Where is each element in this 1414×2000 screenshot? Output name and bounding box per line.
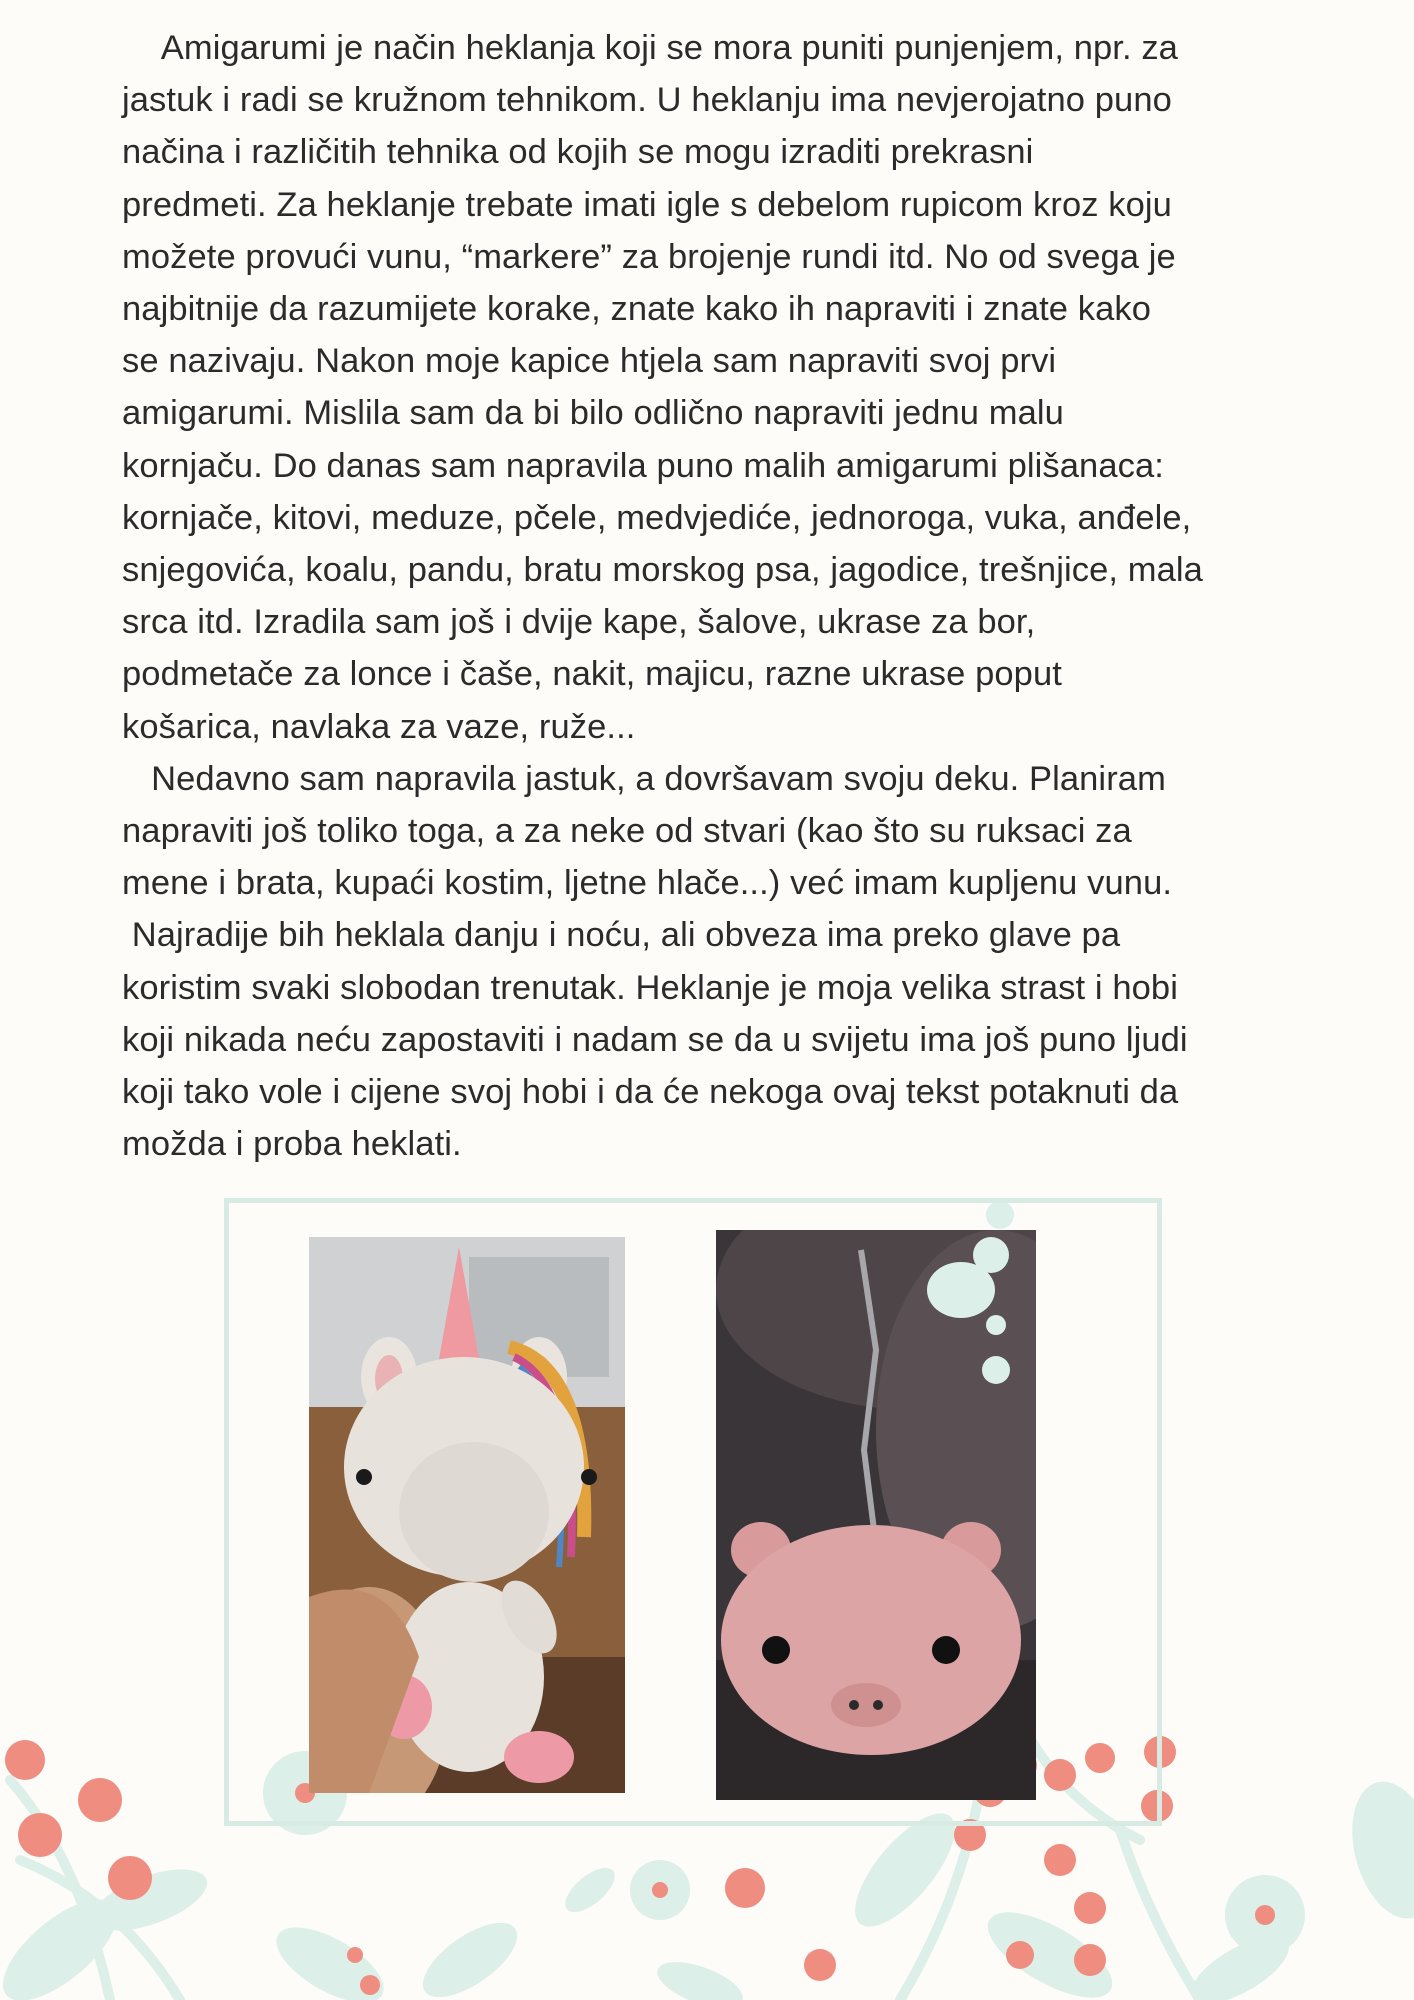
crocheted-unicorn-photo xyxy=(309,1237,625,1793)
paragraph-1: Amigarumi je način heklanja koji se mora puniti punjenjem, npr. za jastuk i radi se kružnom tehnikom. U heklanju ima nevjerojatno puno načina i različitih tehnika od kojih se mogu izraditi prekrasni predmeti. Za heklanje trebate imati igle s debelom rupicom kroz koju možete provući vunu, “markere” za brojenje rundi itd. No od svega je najbitnije da razumijete korake, znate kako ih napraviti i znate kako se nazivaju. Nakon moje kapice htjela sam napraviti svoj prvi amigarumi. Mislila sam da bi bilo odlično napraviti jednu malu kornjaču. Do danas sam napravila puno malih amigarumi plišanaca: kornjače, kitovi, meduze, pčele, medvjediće, jednoroga, vuka, anđele, snjegovića, koalu, pandu, bratu morskog psa, jagodice, trešnjice, mala srca itd. Izradila sam još i dvije kape, šalove, ukrase za bor, podmetače za lonce i čaše, nakit, majicu, razne ukrase poput košarica, navlaka za vaze, ruže... xyxy=(122,29,1203,746)
paragraph-2: Nedavno sam napravila jastuk, a dovršavam svoju deku. Planiram napraviti još toliko toga, a za neke od stvari (kao što su ruksaci za mene i brata, kupaći kostim, ljetne hlače...) već imam kupljenu vunu. Najradije bih heklala danju i noću, ali obveza ima preko glave pa koristim svaki slobodan trenutak. Heklanje je moja velika strast i hobi koji nikada neću zapostaviti i nadam se da u svijetu ima još puno ljudi koji tako vole i cijene svoj hobi i da će nekoga ovaj tekst potaknuti da možda i proba heklati. xyxy=(122,759,1188,1164)
article-text xyxy=(122,22,1302,1170)
crocheted-pig-keychain-photo xyxy=(716,1230,1036,1800)
